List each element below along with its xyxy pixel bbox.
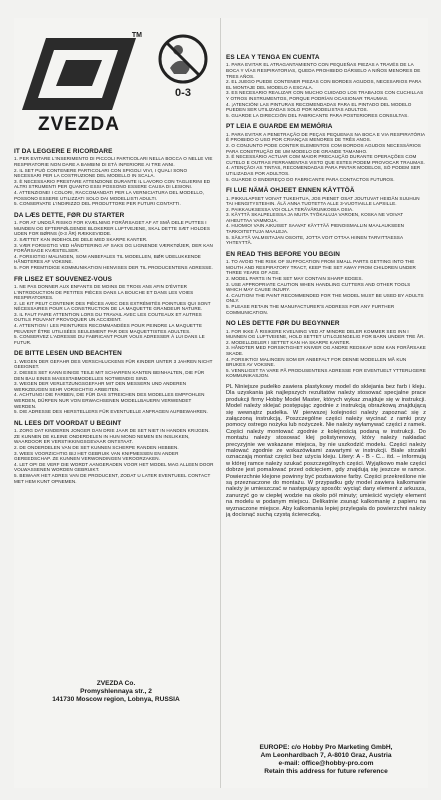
section-line: 2. EL JUEGO PUEDE CONTENER PIEZAS CON BORDES AGUDOS, NECESARIOS PARA EL MONTAJE DEL MODELO A ESCALA. <box>226 79 422 90</box>
address-line-2: Promyshlennaya str., 2 <box>80 688 152 695</box>
section-line: 5. CONSERVEZ L'ADRESSE DU FABRICANT POUR VOUS ADRESSER À LUI DANS LE FUTUR. <box>14 334 205 345</box>
section-line: 4. ATTENZIONE! I COLORI, RACCOMANDATI PER LA VERNICIATURA DEL MODELLO, POSSONO ESSERE UTILIZZATI SOLO DAI MODELLISTI ADULTI. <box>14 189 205 201</box>
warning-section <box>14 212 214 271</box>
no-small-children-icon <box>156 32 210 100</box>
section-line: 5. GUARDE O ENDEREÇO DO FABRICANTE PARA CONTACTOS FUTUROS. <box>226 176 395 182</box>
warning-section <box>226 54 426 118</box>
section-title: DE BITTE LESEN UND BEACHTEN <box>14 350 122 358</box>
warning-section <box>226 187 426 246</box>
section-line: 3. KÄYTTÄ SKALPELEISSA JA MUITA TYÖKALUJA VAROEN, KOSKA NE VOIVAT AIHEUTTAA VAMMOJA. <box>226 212 404 223</box>
section-line: 1. FOR AT UNDGÅ RISIKO FOR KVÆLNING FORÅRSAGET AF AT SMÅ DELE PUTTES I MUNDEN OG EFTERFØLGENDE BLOKERER LUFTVEJENE, SKAL DETTE SÆT HOLDES UDEN FOR BØRNS (0-3 ÅR) RÆKKEVIDDE. <box>14 220 210 237</box>
section-line: 3. USE APPROPRIATE CAUTION WHEN HANDLING CUTTERS AND OTHER TOOLS WHICH MAY CAUSE INJURY. <box>226 281 411 293</box>
section-line: 5. BEWAAR HET ADRES VAN DE PRODUCENT, ZODAT U LATER EVENTUEEL CONTACT MET HEM KUNT OPNEMEN. <box>14 472 211 484</box>
section-title: PT LEIA E GUARDE EM MEMÓRIA <box>226 123 333 131</box>
section-line: 1. WEGEN DER GEFAHR DES VERSCHLUCKENS FÜR KINDER UNTER 3 JAHREN NICHT GEEIGNET. <box>14 358 213 370</box>
section-line: 3. ES NECESARIO REALIZAR CON MUCHO CUIDADO LOS TRABAJOS CON CUCHILLAS Y OTROS INSTRUMENTOS, PORQUE PODRÍAN OCASIONAR TRAUMAS. <box>226 90 424 101</box>
age-label: 0-3 <box>175 87 191 99</box>
section-line: 4. ATENÇÃO! AS TINTAS, RECOMENDADAS PARA PINTAR MODELOS, SÓ PODEM SER UTILIZADAS POR ADULTOS. <box>226 165 421 176</box>
section-line: 2. DE ONDERDELEN VAN DE SET KUNNEN SCHERPE RANDEN HEBBEN. <box>14 444 179 450</box>
polish-instructions <box>226 384 426 519</box>
section-line: 1. FOR IKKE Å RISIKERE KVELNING VED AT MINDRE DELER KOMMER SEG INN I MUNNEN OG LUFTVEIENE, HOLD SETTET UTILGJENGELIG FOR BARN UNDER TRE ÅR. <box>226 328 425 340</box>
warning-section <box>226 123 426 182</box>
section-line: 4. CAUTION! THE PAINT RECOMMENDED FOR THE MODEL MUST BE USED BY ADULTS ONLY. <box>226 292 424 304</box>
section-line: 1. ZORG DAT KINDEREN JONGER DAN DRIE JAAR DE SET NIET IN HANDEN KRIJGEN. ZE KUNNEN DE KLEINE ONDERDELEN IN HUN MOND NEMEN EN INSLIKKEN, WAARDOOR ER VERSTIKKINGSGEVAAR ONTSTAAT. <box>14 428 210 445</box>
europe-line-1: EUROPE: c/o Hobby Pro Marketing GmbH, <box>259 744 393 751</box>
brand-wordmark: ZVEZDA <box>38 114 120 135</box>
section-line: 5. SÄILYTÄ VALMISTAJAN OSOITE, JOTTA VOIT OTTAA HIINEN TARVITTAESSA YHTEYTTÄ. <box>226 234 403 246</box>
section-line: 5. DIE ADRESSE DES HERSTELLERS FÜR EVENTUELLE ANFRAGEN AUFBEWAHREN. <box>14 409 208 415</box>
section-line: 1. PARA EVITAR A PENETRAÇÃO DE PEÇAS PEQUENAS NA BOCA E VIA RESPIRATÓRIA É PROIBIDO O USO POR CRIANÇAS MENORES DE TRÊS ANOS. <box>226 131 425 143</box>
section-line: 3. WEGEN DER VERLETZUNGSGEFAHR MIT DEN MESSERN UND ANDEREN WERKZEUGEN SEHR VORSICHTIG ARBEITEN. <box>14 381 187 392</box>
section-line: 2. PAIKKAUKSESSA VOI OLLA TERÄVÄRUNKOISIA OSIA. <box>226 206 354 212</box>
section-line: 2. MODELLDELER I SETTET KAN HA SKARPE KANTER. <box>226 339 351 345</box>
section-line: 3. È NECESSARIO PRESTARE ATTENZIONE DURANTE IL LAVORO CON TAGLIERINI ED ALTRI STRUMENTI PER QUANTO ESSI POSSONO ESSERE CAUSA DI LESIONI. <box>14 178 211 190</box>
section-line: 5. CONSERVATE L'INDIRIZZO DEL PRODUTTORE PER FUTURI CONTATTI. <box>14 201 181 207</box>
section-title: IT DA LEGGERE E RICORDARE <box>14 148 113 155</box>
age-warning <box>156 32 210 100</box>
section-title: DA LÆS DETTE, FØR DU STARTER <box>14 211 125 219</box>
section-line: 4. FORSIKTIG! MALINGEN SOM ER ANBEFALT FOR DENNE MODELLEN MÅ KUN BRUKES AV VOKSNE. <box>226 356 407 368</box>
address-line-3: 141730 Moscow region, Lobnya, RUSSIA <box>52 696 180 703</box>
section-line: 4. ATTENTION ! LES PEINTURES RECOMMANDÉES POUR PEINDRE LA MAQUETTE PEUVENT ÊTRE UTILISÉES SEULEMENT PAR DES MAQUETTISTES ADULTES. <box>14 323 202 334</box>
section-line: 4. FORSIGTIG! MALINGEN, SOM ANBEFALES TIL MODELLEN, BØR UDELUKKENDE HÅNDTERES AF VOKSNE. <box>14 253 201 265</box>
right-column <box>226 54 426 744</box>
manufacturer-address <box>26 680 206 704</box>
trademark-mark: TM <box>131 32 142 39</box>
section-title: EN READ THIS BEFORE YOU BEGIN <box>226 250 340 258</box>
section-line: 4. ¡ATENCIÓN! LAS PINTURAS RECOMENDADAS PARA EL PINTADO DEL MODELO PUEDEN SER UTILIZADAS SOLO POR MODELISTAS ADULTOS. <box>226 101 412 113</box>
section-line: 4. HUOMIO! VAIN AIKUISET SAAVAT KÄYTTÄÄ PIENOISMALLIN MAALAUKSEEN TARKOITETTUJA MAALEJA. <box>226 223 405 235</box>
section-line: 4. ACHTUNG! DIE FARBEN, DIE FÜR DAS STREICHEN DES MODELLES EMPFOHLEN WERDEN, DÜRFEN NUR VON ERWACHSENEN MODELLBAUERN VERWENDET WERDEN. <box>14 392 205 409</box>
section-line: 5. PLEASE RETAIN THE MANUFACTURER'S ADDRESS FOR ANY FURTHER COMMUNICATION. <box>226 304 395 315</box>
section-title: NL LEES DIT VOORDAT U BEGINT <box>14 419 122 427</box>
fold-line <box>220 18 221 788</box>
section-title: ES LEA Y TENGA EN CUENTA <box>226 54 320 61</box>
section-line: 1. PIKKULAPSET VOIVAT TUKEHTUA, JOS PIENET OSAT JOUTUVAT HEIDÄN SUUHUN TAI HENGITYSTEIHIN. ÄLÄ ANNA TUOTETTA ALLE 3-VUOTIAILLE LAPSILLE. <box>226 195 420 207</box>
warning-section <box>14 350 214 414</box>
section-line: 2. MODEL PARTS IN THE SET MAY CONTAIN SHARP EDGES. <box>226 276 363 282</box>
europe-contact <box>226 744 426 776</box>
section-line: 2. SÆTTET KAN INDEHOLDE DELE MED SKARPE KANTER. <box>14 236 148 242</box>
address-line-1: ZVEZDA Co. <box>96 680 136 687</box>
section-line: 2. DIESES SET KANN EINIGE TEILE MIT SCHARFEN KANTEN BEINHALTEN, DIE FÜR DEN BAU EINES MASSSTABMODELLES NOTWENDIG SIND. <box>14 370 205 381</box>
warning-section <box>226 251 426 315</box>
section-line: 5. GUARDE LA DIRECCIÓN DEL FABRICANTE PARA POSTERIORES CONSULTAS. <box>226 112 409 118</box>
section-line: 3. WEES VOORZICHTIG BIJ HET GEBRUIK VAN KNIPMESSEN EN ANDER GEREEDSCHAP. ZE KUNNEN VERWONDINGEN VEROORZAKEN. <box>14 450 179 462</box>
section-title: NO LES DETTE FØR DU BEGYNNER <box>226 320 340 328</box>
zvezda-logo <box>20 30 142 135</box>
warning-section <box>14 276 214 346</box>
section-line: 3. VÆR FORSIGTIG VED HÅNDTERING AF SAKS OG LIGNENDE VÆRKTØJER, DER KAN FORÅRSAGE KVÆSTELSER. <box>14 242 213 254</box>
left-column <box>14 148 214 668</box>
section-line: 2. O CONJUNTO PODE CONTER ELEMENTOS COM BORDOS AGUDOS NECESSÁRIOS PARA CONSTRUÇÃO DE UM MODELO DE GRANDE TAMANHO. <box>226 142 421 154</box>
warning-section <box>226 320 426 379</box>
section-line: 5. VENNLIGST TA VARE PÅ PRODUSENTENS ADRESSE FOR EVENTUELT YTTERLIGERE KOMMUNIKASJON. <box>226 367 426 379</box>
section-line: 3. HÅNDTER MED FORSIKTIGHET KNIVER OG ANDRE REDSKAP SOM KAN FORÅRSAKE SKADE. <box>226 345 426 356</box>
section-line: 2. IL SET PUÒ CONTENERE PARTICOLARI CON SPIGOLI VIVI, I QUALI SONO NECESSARI PER LA COSTRUZIONE DEL MODELLO IN SCALA. <box>14 167 188 179</box>
polish-text: PL Niniejsze pudełko zawiera plastykowy model do sklejania bez farb i kleju. Dla uzyskania jak najlepszych rezultatów należy stosować specjalne prace produkcji firmy Hobby Model Master, których wykaz znajduje się w instrukcji. Model należy sklejać postępując zgodnie z instrukcją obrazkową znajdującą się wewnątrz pudełka. W pierwszej kolejności należy zapoznać się z załączoną instrukcją. Poszczególne części należy wycinać z ramki przy pomocy ostrego nożyka lub nożyczek. Nie należy wyłamywać części z ramek. Części należy montować zgodnie z kolejnością podaną w instrukcji. Do montażu należy stosować klej polistyrenowy, który należy nakładać precyzyjnie we wskazane miejsca, by nie uszkodzić modelu. Części należy malować zgodnie ze wskazówkami zawartymi w instrukcji. Białe strzałki oznaczają montaż części bez użycia kleju. Litery: A - B - C... itd. – informują w której ramce należy szukać poszczególnych części. Wyjątkowo małe części dobrze jest pomalować przed odcięciem, gdy znajdują się jeszcze w ramce. Powierzchnie klejone powinny być pozbawione farby. Części przekreślone nie są przeznaczone do montażu. W przypadku gdy model zawiera kalkomanie należy je umieszczać w następujący sposób: wyciąć dany element z arkusza, zanurzyć go w ciepłej wodzie na około pół minuty; umieścić wycięty element na modelu w podanym miejscu. Delikatnie zsunąć kalkomanię z papieru na wyznaczone miejsce. Aby kalkomania lepiej przylegała do powierzchni należy ją docisnąć suchą czystą ściereczką. <box>226 383 426 519</box>
section-line: 3. IL FAUT FAIRE ATTENTION LORS DU TRAVAIL AVEC LES COUTEAUX ET AUTRES OUTILS POUVANT PROVOQUER UN ACCIDENT. <box>14 311 202 323</box>
section-title: FR LISEZ ET SOUVENEZ-VOUS <box>14 275 113 283</box>
section-line: 5. FOR FREMTIDIGE KOMMUNIKATION HENVISES DER TIL PRODUCENTENS ADRESSE. <box>14 264 213 270</box>
warning-section <box>14 148 214 207</box>
warning-section <box>14 420 214 484</box>
section-line: 1. PARA EVITAR EL ATRAGANTAMIENTO CON PEQUEÑAS PIEZAS A TRAVÉS DE LA BOCA Y VÍAS RESPIRATORIAS, QUEDA PROHIBIDO DÁRSELO A NIÑOS MENORES DE TRES AÑOS. <box>226 62 421 79</box>
europe-line-2: Am Leonhardbach 7, A-8010 Graz, Austria <box>260 752 392 759</box>
section-line: 2. LE KIT PEUT CONTENIR DES PIÈCES AVEC DES EXTRÉMITÉS POINTUES QUI SONT NÉCESSAIRES POUR LA CONSTRUCTION DE LA MAQUETTE GRANDEUR NATURE. <box>14 300 211 312</box>
section-line: 1. PER EVITARE L'INSERIMENTO DI PICCOLI PARTICOLARI NELLA BOCCA O NELLE VIE RESPIRATORIE NON DARE A BAMBINI DI ETÀ INFERIORE AI TRE ANNI. <box>14 156 213 167</box>
europe-line-4: Retain this address for future reference <box>264 768 388 775</box>
europe-line-3: e-mail: office@hobby-pro.com <box>278 760 374 767</box>
section-line: 3. É NECESSÁRIO ACTUAR COM MAIOR PRECAUÇÃO DURANTE OPERAÇÕES COM CUTELO E OUTRAS FERRAMENTAS VISTO QUE ESTES PODEM PROVOCAR TRAUMAS. <box>226 154 425 165</box>
star-emblem-icon <box>20 30 138 114</box>
section-line: 1. NE PAS DONNER AUX ENFANTS DE MOINS DE TROIS ANS AFIN D'ÉVITER L'INTRODUCTION DE PETITES PIÈCES DANS LA BOUCHE ET DANS LES VOIES RESPIRATOIRES. <box>14 283 194 301</box>
section-line: 4. LET OP! DE VERF DIE WORDT AANGERADEN VOOR HET MODEL MAG ALLEEN DOOR VOLWASSENEN WORDEN GEBRUIKT. <box>14 461 214 473</box>
section-title: FI LUE NÄMÄ OHJEET ENNEN KÄYTTÖÄ <box>226 187 355 195</box>
section-line: 1. TO AVOID THE RISK OF SUFFOCATION FROM SMALL PARTS GETTING INTO THE MOUTH AND RESPIRATORY TRACT, KEEP THE SET AWAY FROM CHILDREN UNDER THREE YEARS OF AGE. <box>226 259 416 276</box>
